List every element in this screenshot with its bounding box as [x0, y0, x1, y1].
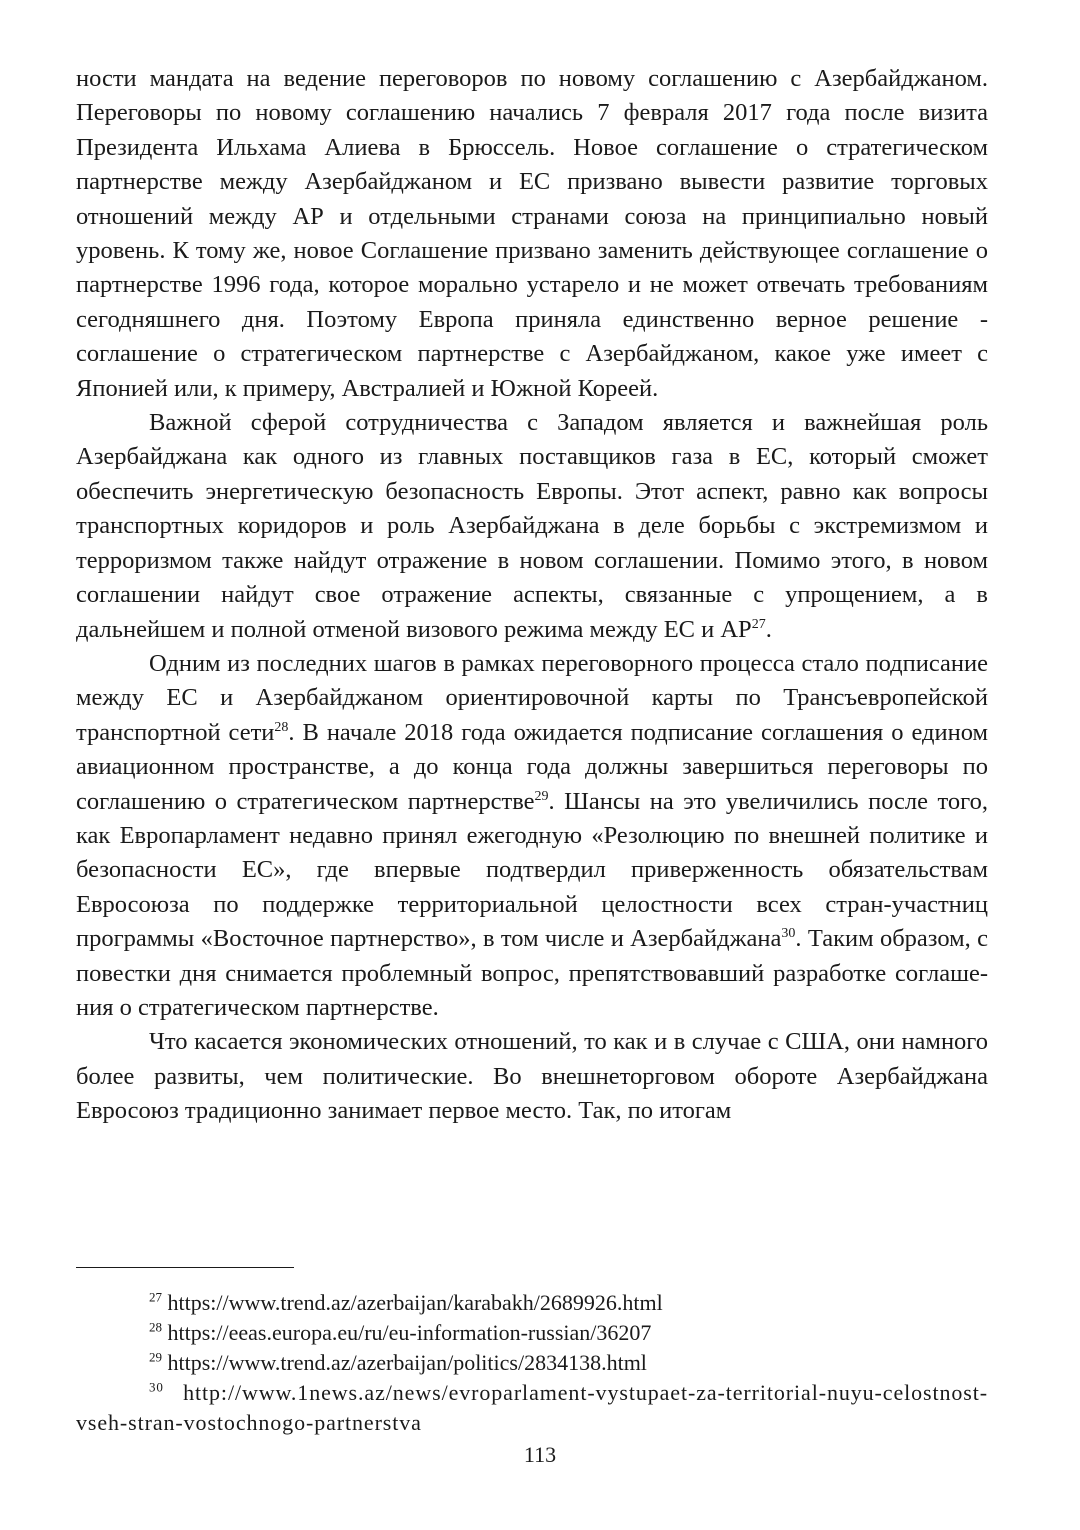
- footnote-number: 28: [149, 1319, 162, 1335]
- paragraph-text: . Таким образом, с повестки дня снимается проблемный вопрос, препятствовавший разработке соглашения о стратегическом партнерстве.: [76, 925, 988, 1021]
- paragraph-text: . В начале 2018 года ожидается подписание соглашения о едином авиационном пространстве, а до конца года должны завершиться переговоры по соглашению о стратегическом партнерстве: [76, 718, 988, 815]
- footnote-link[interactable]: https://eeas.europa.eu/ru/eu-information-russian/36207: [162, 1320, 652, 1345]
- footnote-29: [76, 1348, 988, 1378]
- footnote-link[interactable]: https://www.trend.az/azerbaijan/karabakh/2689926.html: [162, 1290, 663, 1315]
- footnote-ref-27[interactable]: 27: [751, 616, 766, 632]
- main-text: [76, 62, 988, 1129]
- paragraph-text: ности мандата на ведение переговоров по новому соглашению с Азербайджаном. Переговоры по новому соглашению начались 7 февраля 2017 года после визита Президента Ильхама Алиева в Брюссель. Новое соглашение о стратегическом партнерстве между Азербайджаном и ЕС призвано вывести развитие торговых отношений между АР и отдельными странами союза на принципиально новый уровень. К тому же, новое Соглашение призвано заменить действующее соглашение о партнерстве 1996 года, которое морально устарело и не может отвечать требованиям сегодняшнего дня. Поэтому Европа приняла единственно верное решение - соглашение о стратегическом партнерстве с Азербайджаном, какое уже имеет с Японией или, к примеру, Австралией и Южной Кореей.: [76, 65, 988, 402]
- footnote-link[interactable]: http://www.1news.az/news/evroparlament-vystupaet-za-territorial-nuyu-celostnost-vseh-stran-vostochnogo-partnerstva: [76, 1380, 988, 1435]
- footnote-number: 30: [149, 1379, 164, 1395]
- footnote-link[interactable]: https://www.trend.az/azerbaijan/politics/2834138.html: [162, 1350, 647, 1375]
- footnote-ref-30[interactable]: 30: [781, 926, 796, 941]
- paragraph-text: .: [765, 615, 772, 643]
- footnote-30: [76, 1378, 988, 1438]
- paragraph-text: Одним из последних шагов в рамках переговорного процесса стало подписание между ЕС и Азербайджаном ориентировочной карты по Трансъевропейской транспортной сети: [76, 649, 988, 746]
- footnote-ref-28[interactable]: 28: [274, 719, 289, 735]
- paragraph-4: [76, 1025, 988, 1128]
- paragraph-text: Важной сферой сотрудничества с Западом является и важнейшая роль Азербайджана как одного из главных поставщиков газа в ЕС, который сможет обеспечить энергетическую безопасность Европы. Этот аспект, равно как вопросы транспортных коридоров и роль Азербайджана в деле борьбы с экстремизмом и терроризмом также найдут отражение в новом соглашении. Помимо этого, в новом соглашении найдут свое отражение аспекты, связанные с упрощением, а в дальнейшем и полной отменой визового режима между ЕС и АР: [76, 409, 988, 643]
- footnotes: [76, 1288, 988, 1438]
- footnote-28: [76, 1318, 988, 1348]
- paragraph-1: [76, 62, 988, 406]
- footnote-27: [76, 1288, 988, 1318]
- footnote-number: 29: [149, 1349, 162, 1365]
- footnote-divider: [76, 1267, 294, 1268]
- page-number: 113: [523, 1442, 557, 1467]
- paragraph-3: [76, 647, 988, 1025]
- paragraph-text: . Шансы на это увеличились после того, как Европарламент недавно принял ежегодную «Резолюцию по внешней политике и безопасности ЕС», где впервые подтвердил приверженность обязательствам Евросоюза по поддержке территориальной целостности всех стран-участниц программы «Восточное партнерство», в том числе и Азербайджана: [76, 787, 988, 953]
- paragraph-text: Что касается экономических отношений, то как и в случае с США, они намного более развиты, чем политические. Во внешнеторговом обороте Азербайджана Евросоюз традиционно занимает первое место. Так, по итогам: [76, 1028, 988, 1125]
- paragraph-2: [76, 406, 988, 647]
- footnote-ref-29[interactable]: 29: [534, 788, 549, 804]
- footnote-number: 27: [149, 1289, 162, 1305]
